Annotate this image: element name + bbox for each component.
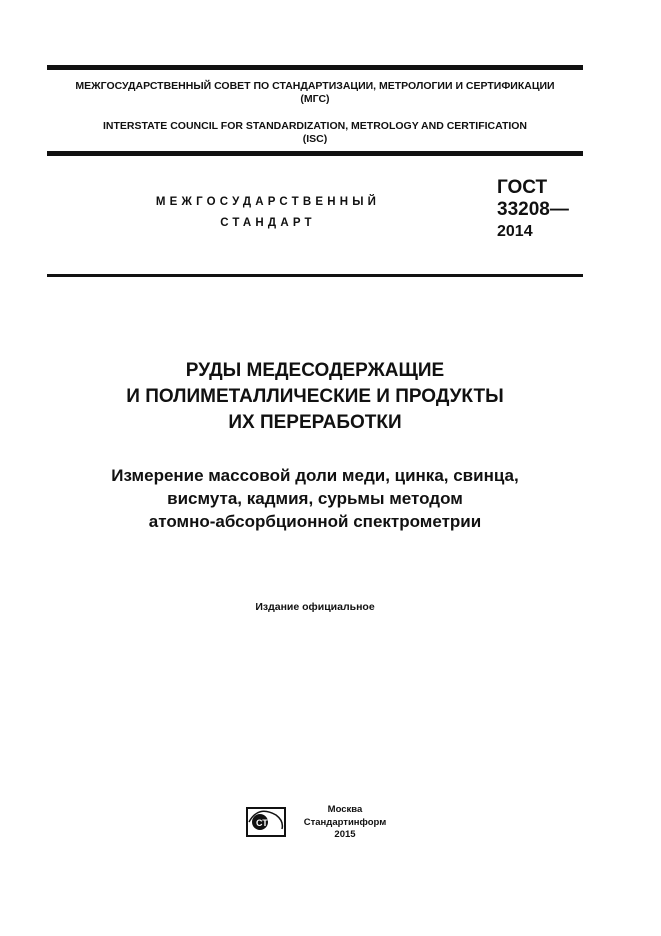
publisher-year: 2015 (334, 829, 356, 840)
standard-type (118, 192, 418, 234)
title-line1: РУДЫ МЕДЕСОДЕРЖАЩИЕ (185, 360, 445, 381)
standard-type-line1: МЕЖГОСУДАРСТВЕННЫЙ (155, 196, 381, 208)
subtitle-line3: атомно-абсорбционной спектрометрии (148, 512, 482, 531)
council-en (47, 120, 583, 146)
middle-rule (47, 274, 583, 277)
publisher-block (300, 804, 390, 842)
publisher-name: Стандартинформ (303, 816, 387, 828)
gost-label: ГОСТ (497, 177, 548, 198)
title-line3: ИХ ПЕРЕРАБОТКИ (228, 412, 402, 433)
publisher-city: Москва (327, 804, 363, 815)
council-en-abbr: (ISC) (302, 133, 328, 145)
header-rule (47, 151, 583, 156)
council-ru (47, 80, 583, 106)
subtitle-line1: Измерение массовой доли меди, цинка, свинца, (111, 466, 519, 485)
gost-designation (497, 177, 569, 243)
subtitle-line2: висмута, кадмия, сурьмы методом (167, 489, 463, 508)
document-subtitle (47, 464, 583, 533)
logo-text: СТИ (256, 818, 275, 828)
standartinform-logo-icon (246, 807, 286, 837)
title-line2: И ПОЛИМЕТАЛЛИЧЕСКИЕ И ПРОДУКТЫ (126, 386, 504, 407)
council-ru-line: МЕЖГОСУДАРСТВЕННЫЙ СОВЕТ ПО СТАНДАРТИЗАЦИИ, МЕТРОЛОГИИ И СЕРТИФИКАЦИИ (75, 80, 555, 92)
gost-number: 33208— (497, 199, 569, 220)
council-ru-abbr: (МГС) (300, 93, 330, 105)
document-title (47, 358, 583, 436)
standard-type-line2: СТАНДАРТ (220, 217, 316, 229)
edition-label: Издание официальное (255, 601, 375, 613)
gost-year: 2014 (497, 223, 533, 240)
council-en-line: INTERSTATE COUNCIL FOR STANDARDIZATION, METROLOGY AND CERTIFICATION (102, 120, 528, 132)
top-rule (47, 65, 583, 70)
